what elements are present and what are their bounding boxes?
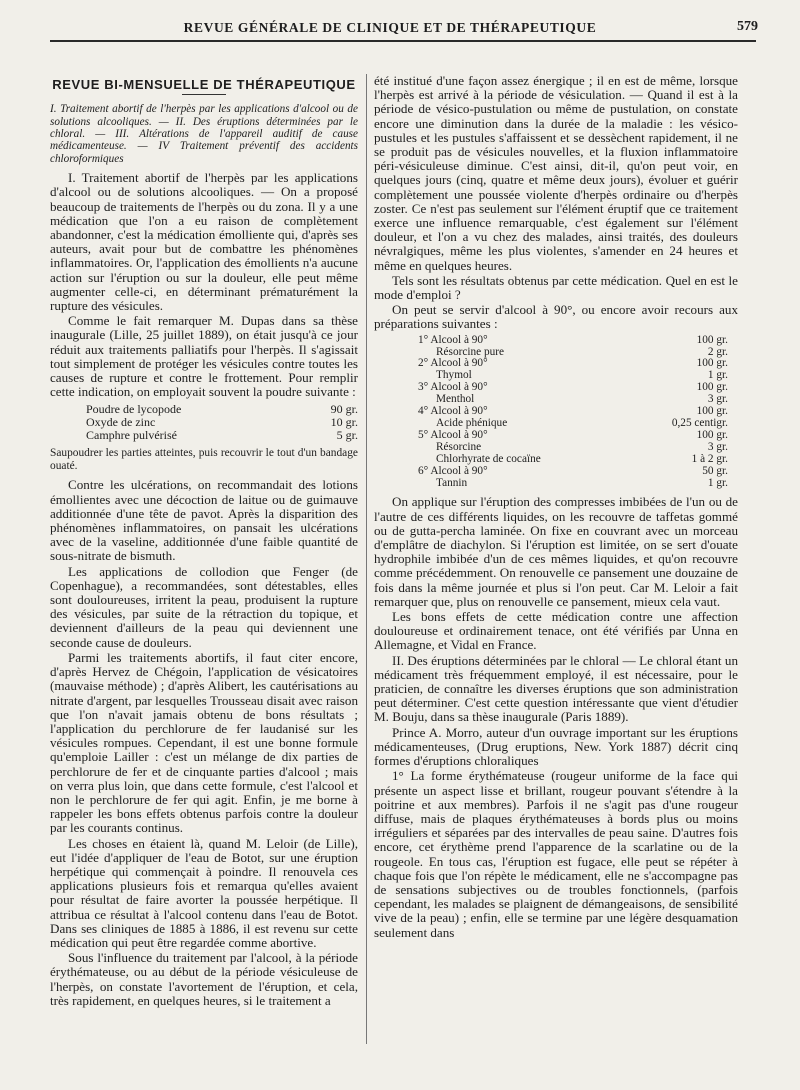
formula-row	[374, 478, 738, 490]
formula-ingredient: Résorcine pure	[436, 345, 505, 358]
formula-quantity: 100 gr.	[696, 428, 728, 441]
formula-ingredient: Résorcine	[436, 440, 482, 453]
formula-ingredient: Chlorhyrate de cocaïne	[436, 452, 541, 465]
formula-ingredient: Thymol	[436, 369, 472, 382]
formula-quantity: 100 gr.	[696, 381, 728, 394]
formula-ingredient: Tannin	[436, 476, 468, 489]
recipe-row	[50, 429, 358, 442]
recipe-ingredient: Poudre de lycopode	[86, 402, 182, 417]
formula-ingredient: 3° Alcool à 90°	[418, 381, 488, 394]
formula-row	[374, 382, 738, 394]
paragraph-ulcerations: Contre les ulcérations, on recommandait des lotions émollientes avec une décoction de laitue ou de guimauve additionnée d'une tête de pavot. Après la disparition des phénomènes inflammatoires, on pansait les ulcérations avec de la vaseline, additionnée d'une faible quantité de sous-nitrate de bismuth.	[50, 477, 358, 564]
recipe-quantity: 90 gr.	[330, 402, 358, 417]
paragraph-morro: Prince A. Morro, auteur d'un ouvrage important sur les éruptions médicamenteuses, (Drug eruptions, New. York 1887) décrit cinq formes d'éruptions chloraliques	[374, 724, 738, 769]
paragraph-verification: Les bons effets de cette médication contre une affection douloureuse et ordinairement tenace, ont été vérifiés par Unna en Allemagne, et Vidal en France.	[374, 609, 738, 653]
title-rule	[182, 94, 226, 95]
formula-quantity: 2 gr.	[707, 345, 728, 358]
formula-row	[374, 442, 738, 454]
paragraph-dupas: Comme le fait remarquer M. Dupas dans sa thèse inaugurale (Lille, 25 juillet 1889), on était jusqu'à ce jour réduit aux traitements palliatifs pour l'herpès. Il s'agissait tout simplement de protéger les vésicules contre toutes les causes de rupture et contre le frottement. Pour remplir cette indication, on employait souvent la poudre suivante :	[50, 313, 358, 400]
formula-quantity: 100 gr.	[696, 333, 728, 346]
header-rule	[50, 40, 756, 42]
formula-row	[374, 466, 738, 478]
formula-ingredient: 4° Alcool à 90°	[418, 405, 488, 418]
paragraph-intro: I. Traitement abortif de l'herpès par les applications d'alcool ou de solutions alcooliques. — On a proposé beaucoup de traitements de l'herpès ou du zona. Il y a une médication que l'on a eu raison de complètement abandonner, c'est la médication émolliente qui, d'après ses auteurs, avait pour but de combattre les phénomènes inflammatoires. Or, l'application des émollients n'a aucune action sur l'éruption ou sur la douleur, elle peut même augmenter celle-ci, en déterminant prématurément la rupture des vésicules.	[50, 170, 358, 314]
formula-row	[374, 454, 738, 466]
section-title: REVUE BI-MENSUELLE DE THÉRAPEUTIQUE	[52, 77, 356, 92]
formula-ingredient: 5° Alcool à 90°	[418, 428, 488, 441]
formula-list	[374, 335, 738, 490]
formula-quantity: 50 gr.	[702, 464, 728, 477]
recipe-ingredient: Camphre pulvérisé	[86, 427, 177, 442]
recipe-quantity: 10 gr.	[330, 415, 358, 430]
formula-quantity: 100 gr.	[696, 405, 728, 418]
formula-quantity: 3 gr.	[707, 440, 728, 453]
left-column	[50, 74, 358, 1008]
paragraph-alcohol-influence: Sous l'influence du traitement par l'alcool, à la période érythémateuse, ou au début de la période vésiculeuse de l'herpès, on constate l'avortement de l'éruption, et cela, très rapidement, en quelques heures, si le traitement a	[50, 950, 358, 1008]
paragraph-application: On applique sur l'éruption des compresses imbibées de l'un ou de l'autre de ces différents liquides, on les recouvre de taffetas gommé ou de gutta-percha laminée. On fixe en couvrant avec un morceau d'emplâtre de diachylon. Si l'éruption est limitée, on se sert d'ouate hydrophile imbibée d'un de ces mêmes liquides, et qu'on recouvre comme précédemment. On renouvelle ce pansement une douzaine de fois dans la même journée et plus si l'on peut. Car M. Leloir a fait remarquer que, plus on renouvelle ce pansement, mieux cela vaut.	[374, 494, 738, 609]
formula-row	[374, 430, 738, 442]
paragraph-abortifs: Parmi les traitements abortifs, il faut citer encore, d'après Hervez de Chégoin, l'application de vésicatoires (mauvaise méthode) ; d'après Alibert, les cautérisations au nitrate d'argent, par lesquelles Trousseau disait avec raison que l'on n'avait jamais obtenu de bons résultats ; l'application du perchlorure de fer laudanisé sur les vésicules rompues. Cependant, il est une bonne formule qu'emploie Lailler : c'est un mélange de dix parties de perchlorure de fer et de cinquante parties d'alcool ; mais on verra plus loin, que dans cette formule, c'est l'alcool et non le perchlorure de fer qui agit. Enfin, je me borne à rappeler les bons effets obtenus parfois contre la douleur par les courants continus.	[50, 649, 358, 836]
column-separator	[366, 74, 367, 1044]
formula-quantity: 1 à 2 gr.	[691, 452, 728, 465]
recipe-row	[50, 416, 358, 429]
article-summary: I. Traitement abortif de l'herpès par les applications d'alcool ou de solutions alcooliques. — II. Des éruptions déterminées par le chloral. — III. Altérations de l'appareil auditif de cause médicamenteuse. — IV Traitement préventif des accidents chloroformiques	[50, 103, 358, 165]
recipe-note: Saupoudrer les parties atteintes, puis recouvrir le tout d'un bandage ouaté.	[50, 447, 358, 472]
page-number: 579	[737, 19, 758, 34]
recipe-ingredient: Oxyde de zinc	[86, 415, 156, 430]
paragraph-results: Tels sont les résultats obtenus par cette médication. Quel en est le mode d'emploi ?	[374, 272, 738, 303]
formula-quantity: 3 gr.	[707, 393, 728, 406]
right-column	[374, 74, 738, 940]
formula-ingredient: 2° Alcool à 90°	[418, 357, 488, 370]
formula-ingredient: Acide phénique	[436, 417, 508, 429]
formula-row	[374, 358, 738, 370]
formula-quantity: 0,25 centigr.	[671, 417, 728, 429]
formula-quantity: 1 gr.	[707, 369, 728, 382]
formula-quantity: 1 gr.	[707, 476, 728, 489]
running-title: REVUE GÉNÉRALE DE CLINIQUE ET DE THÉRAPEUTIQUE	[183, 20, 597, 35]
paragraph-chloral: II. Des éruptions déterminées par le chloral — Le chloral étant un médicament très fréquemment employé, il est nécessaire, pour le praticien, de connaître les diverses éruptions que son administration peut déterminer. C'est cette question intéressante que vient d'étudier M. Bouju, dans sa thèse inaugurale (Paris 1889).	[374, 652, 738, 725]
formula-ingredient: Menthol	[436, 393, 475, 406]
paragraph-leloir: Les choses en étaient là, quand M. Leloir (de Lille), eut l'idée d'appliquer de l'eau de Botot, sur une éruption herpétique qui commençait à poindre. Il renouvela ces applications plusieurs fois et remarqua qu'elles avaient pour résultat de faire avorter la poussée herpétique. Il attribua ce résultat à l'alcool contenu dans l'eau de Botot. Dans ses cliniques de 1885 à 1886, il est revenu sur cette médication qui peut être regardée comme abortive.	[50, 835, 358, 950]
paragraph-collodion: Les applications de collodion que Fenger (de Copenhague), a recommandées, sont détestables, elles sont douloureuses, irritent la peau, produisent la rupture des vésicules, par suite de la rétraction du topique, et deviennent d'ailleurs de la peau qui deviennent une seconde cause de douleurs.	[50, 563, 358, 650]
recipe-quantity: 5 gr.	[336, 427, 358, 442]
paragraph-mode-emploi: On peut se servir d'alcool à 90°, ou encore avoir recours aux préparations suivantes :	[374, 302, 738, 332]
formula-row	[374, 335, 738, 347]
paragraph-continuation: été institué d'une façon assez énergique ; il en est de même, lorsque l'herpès est arrivé à la période de vésiculation. — Quand il est à la période de vésico-pustulation ou même de pustulation, on constate encore une diminution dans la durée de la maladie : les vésico-pustules et les pustules s'affaissent et se dessèchent rapidement, il ne se produit pas de vésicules nouvelles, et la fluxion inflammatoire péri-vésiculeuse diminue. C'est ainsi, dit-il, qu'on peut voir, en quelques jours (cinq, quatre et même deux jours), évoluer et guérir complètement une poussée violente d'herpès ordinaire ou d'herpès zoster. Ce n'est pas seulement sur l'élément éruptif que ce traitement exerce une influence remarquable, c'est également sur l'élément douleur, et l'on a vu chez des malades, ainsi traités, des douleurs névralgiques, même les plus violentes, s'amender en 24 heures et même en quelques heures.	[374, 73, 738, 273]
paragraph-erythemateuse: 1° La forme érythémateuse (rougeur uniforme de la face qui présente un aspect lisse et brillant, rougeur pouvant s'étendre à la poitrine et aux membres). Parfois il ne s'agit pas d'une rougeur diffuse, mais de plaques érythémateuses à bords plus ou moins irréguliers et séparées par des intervalles de peau saine. D'autres fois encore, cet érythème prend l'apparence de la scarlatine ou de la rougeole. En tous cas, l'éruption est fugace, elle peut se répéter à chaque fois que l'on répète le médicament, elle ne s'accompagne pas de sensations subjectives ou de troubles fonctionnels, (parfois cependant, les malades se plaignent de démangeaisons, de sensibilité vive de la peau) ; enfin, elle se termine par une légère desquamation seulement dans	[374, 768, 738, 940]
formula-ingredient: 1° Alcool à 90°	[418, 333, 488, 346]
formula-quantity: 100 gr.	[696, 357, 728, 370]
powder-recipe	[50, 403, 358, 441]
formula-ingredient: 6° Alcool à 90°	[418, 464, 488, 477]
